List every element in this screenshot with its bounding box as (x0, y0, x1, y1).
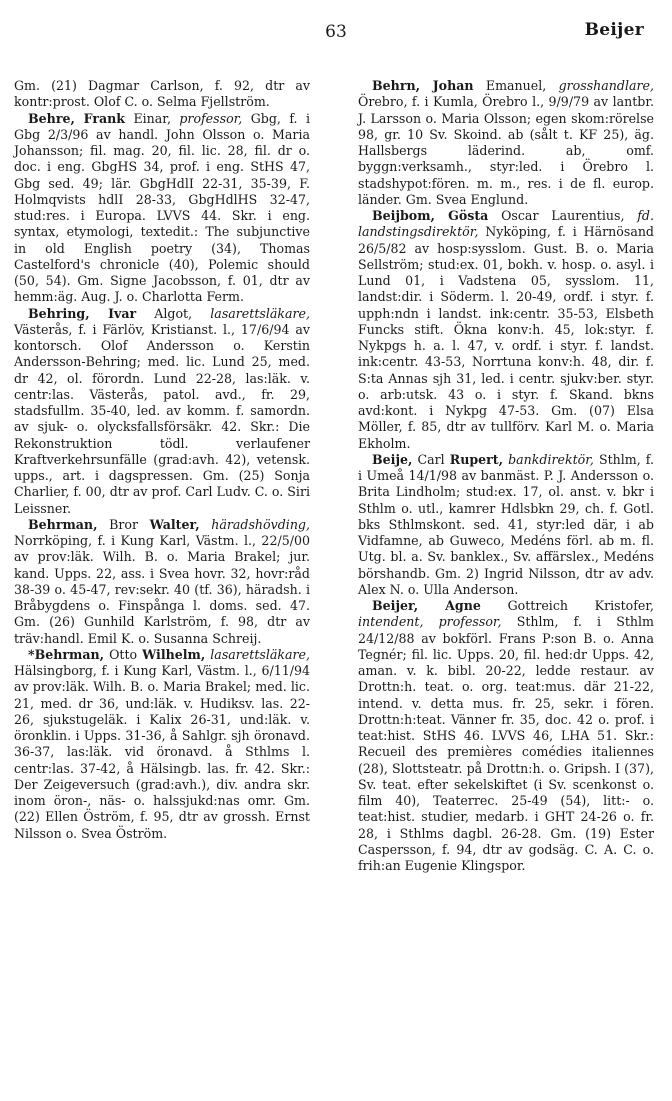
running-head: Beijer (584, 20, 644, 40)
entry-text: Bror (97, 516, 150, 532)
entry-occupation: grosshandlare, (558, 78, 654, 93)
entry-text: Algot, (136, 305, 211, 321)
entry-name: Rupert, (449, 451, 504, 467)
biography-entry (14, 111, 310, 306)
biography-entry (14, 306, 310, 517)
entry-text: Hälsingborg, f. i Kung Karl, Västm. l., 6/11/94 av prov:läk. Wilh. B. o. Maria Brakel; med. lic. 21, med. dr 36, und:läk. v. Hudiksv. las. 22-26, sjukstugeläk. i Kalix 26-31, und:läk. v. öronklin. i Upps. 31-36, å Sahlgr. sjh öronavd. 36-37, las:läk. vid öronavd. å Sthlms l. centr:las. 37-42, å Hälsingb. las. fr. 42. Skr.: Der Zeigeversuch (grad:avh.), div. andra skr. inom öron-, näs- o. halssjukd:nas omr. Gm. (22) Ellen Öström, f. 95, dtr av grossh. Ernst Nilsson o. Svea Öström. (14, 663, 310, 841)
entry-occupation: lasarettsläkare, (210, 646, 310, 662)
biography-entry (14, 78, 310, 111)
entry-text: Oscar Laurentius, (488, 208, 638, 223)
entry-text: Gm. (21) Dagmar Carlson, f. 92, dtr av kontr:prost. Olof C. o. Selma Fjellström. (14, 78, 310, 110)
entry-name: Behre, Frank (28, 110, 126, 126)
entry-text: Norrköping, f. i Kung Karl, Västm. l., 22/5/00 av prov:läk. Wilh. B. o. Maria Brakel; jur. kand. Upps. 22, ass. i Svea hovr. 32, hovr:råd 38-39 o. 45-47, rev:sekr. 40 (tf. 36), häradsh. i Bråbygdens o. Finspånga l. doms. sed. 47. Gm. (26) Gunhild Karlström, f. 98, dtr av träv:handl. Emil K. o. Susanna Schreij. (14, 533, 310, 646)
biography-entry (358, 208, 654, 452)
entry-text: Einar, (125, 110, 180, 126)
entry-occupation: fd. landstingsdirektör, (358, 208, 654, 240)
entry-name: Behrn, Johan (372, 78, 474, 93)
entry-name: Wilhelm, (142, 646, 206, 662)
entry-text: Örebro, f. i Kumla, Örebro l., 9/9/79 av lantbr. J. Larsson o. Maria Olsson; egen skom:rörelse 98, gr. 10 Sv. Skoind. ab (sålt t. KF 25), äg. Hallsbergs läderind. ab, omf. byggn:verksamh., styr:led. i Örebro l. stadshypot:fören. m. m., res. i de fl. europ. länder. Gm. Svea Englund. (358, 94, 654, 207)
biography-entry (358, 598, 654, 874)
entry-occupation: lasarettsläkare, (210, 305, 310, 321)
entry-text (200, 517, 212, 532)
entry-text: Carl (412, 451, 450, 467)
entry-name: *Behrman, (28, 646, 105, 662)
entry-text: Emanuel, (473, 78, 559, 93)
page-number: 63 (325, 22, 347, 42)
entry-name: Walter, (149, 516, 200, 532)
entry-text: Sthlm, f. i Sthlm 24/12/88 av bokförl. Frans P:son B. o. Anna Tegnér; fil. lic. Upps. 20, fil. hed:dr Upps. 42, aman. v. k. bibl. 20-22, ledde restaur. av Drottn:h. teat. o. org. teat:mus. där 21-22, intend. v. detta mus. fr. 25, sekr. i fören. Drottn:h:teat. Vänner fr. 35, doc. 42 o. prof. i teat:hist. StHS 46. LVVS 46, LHA 51. Skr.: Recueil des premières comédies italiennes (28), Slottsteatr. på Drottn:h. o. Gripsh. I (37), Sv. teat. efter sekelskiftet (i Sv. scenkonst o. film 40), Teaterrec. 25-49 (54), litt:- o. teat:hist. studier, medarb. i GHT 24-26 o. fr. 28, i Sthlms dagbl. 26-28. Gm. (19) Ester Caspersson, f. 94, dtr av godsäg. C. A. C. o. frih:an Eugenie Klingspor. (358, 614, 654, 873)
entry-name: Beije, (372, 451, 413, 467)
entry-occupation: professor, (179, 110, 243, 126)
biography-entry (14, 517, 310, 647)
left-column (14, 78, 310, 842)
entry-text: Gbg, f. i Gbg 2/3/96 av handl. John Olsson o. Maria Johansson; fil. mag. 20, fil. lic. 28, fil. dr o. doc. i eng. GbgHS 34, prof. i eng. StHS 47, Gbg sed. 49; lär. GbgHdlI 22-31, 35-39, F. Holmqvists hdlI 28-33, GbgHdlHS 32-47, stud:res. i Europa. LVVS 44. Skr. i eng. syntax, etymologi, textedit.: The subjunctive in old English poetry (34), Thomas Castelford's chronicle (40), Polemic should (50, 54). Gm. Signe Jacobsson, f. 01, dtr av hemm:äg. Aug. J. o. Charlotta Ferm. (14, 110, 310, 305)
entry-occupation: intendent, professor, (358, 614, 502, 630)
entry-text: Sthlm, f. i Umeå 14/1/98 av banmäst. P. J. Andersson o. Brita Lindholm; stud:ex. 17, ol. anst. v. bkr i Sthlm o. utl., kamrer Hdlsbkn 29, ch. f. Gotl. bks Sthlmskont. sed. 41, styr:led där, i ab Vidfamne, ab Guweco, Medéns förl. ab m. fl. Utg. bl. a. Sv. banklex., Sv. affärslex., Medéns börshandb. Gm. 2) Ingrid Nilsson, dtr av adv. Alex N. o. Ulla Anderson. (358, 451, 655, 597)
entry-text: Västerås, f. i Färlöv, Kristianst. l., 17/6/94 av kontorsch. Olof Andersson o. Kerstin Andersson-Behring; med. lic. Lund 25, med. dr 42, ol. förordn. Lund 22-28, las:läk. v. centr:las. Västerås, patol. avd., fr. 29, stadsfullm. 35-40, led. av komm. f. samordn. av sjuk- o. olycksfallsförsäkr. 42. Skr.: Die Rekonstruktion tödl. verlaufener Kraftverkehrsunfälle (grad:avh. 42), vetensk. upps., art. i dagspressen. Gm. (25) Sonja Charlier, f. 00, dtr av prof. Carl Ludv. C. o. Siri Leissner. (14, 321, 310, 516)
biography-entry (358, 452, 654, 598)
entry-text: Nyköping, f. i Härnösand 26/5/82 av hosp:sysslom. Gust. B. o. Maria Sellström; stud:ex. 01, bokh. v. hosp. o. asyl. i Lund 01, i Vadstena 05, sysslom. 11, landst:dir. i Söderm. l. 20-49, ordf. i styr. f. upph:ndn i landst. ink:centr. 35-53, Elsbeth Funcks stift. Ökna konv:h. 45, lok:styr. f. Nykpgs h. a. l. 47, v. ordf. i styr. f. landst. ink:centr. 43-53, Norrtuna konv:h. 48, dir. f. S:ta Annas sjh 31, led. i centr. sjukv:ber. styr. o. arb:utsk. 43 o. i styr. f. Skand. bkns avd:kont. i Nykpg 47-53. Gm. (07) Elsa Möller, f. 85, dtr av tullförv. Karl M. o. Maria Ekholm. (358, 224, 654, 451)
biography-entry (358, 78, 654, 208)
entry-name: Behrman, (28, 516, 98, 532)
right-column (358, 78, 654, 874)
entry-name: Beijer, Agne (372, 598, 481, 613)
entry-text: Otto (104, 646, 143, 662)
entry-occupation: bankdirektör, (508, 451, 594, 467)
entry-text: Gottreich Kristofer, (480, 598, 654, 613)
entry-name: Behring, Ivar (28, 305, 137, 321)
entry-occupation: häradshövding, (211, 516, 310, 532)
biography-entry (14, 647, 310, 842)
entry-name: Beijbom, Gösta (372, 208, 489, 223)
